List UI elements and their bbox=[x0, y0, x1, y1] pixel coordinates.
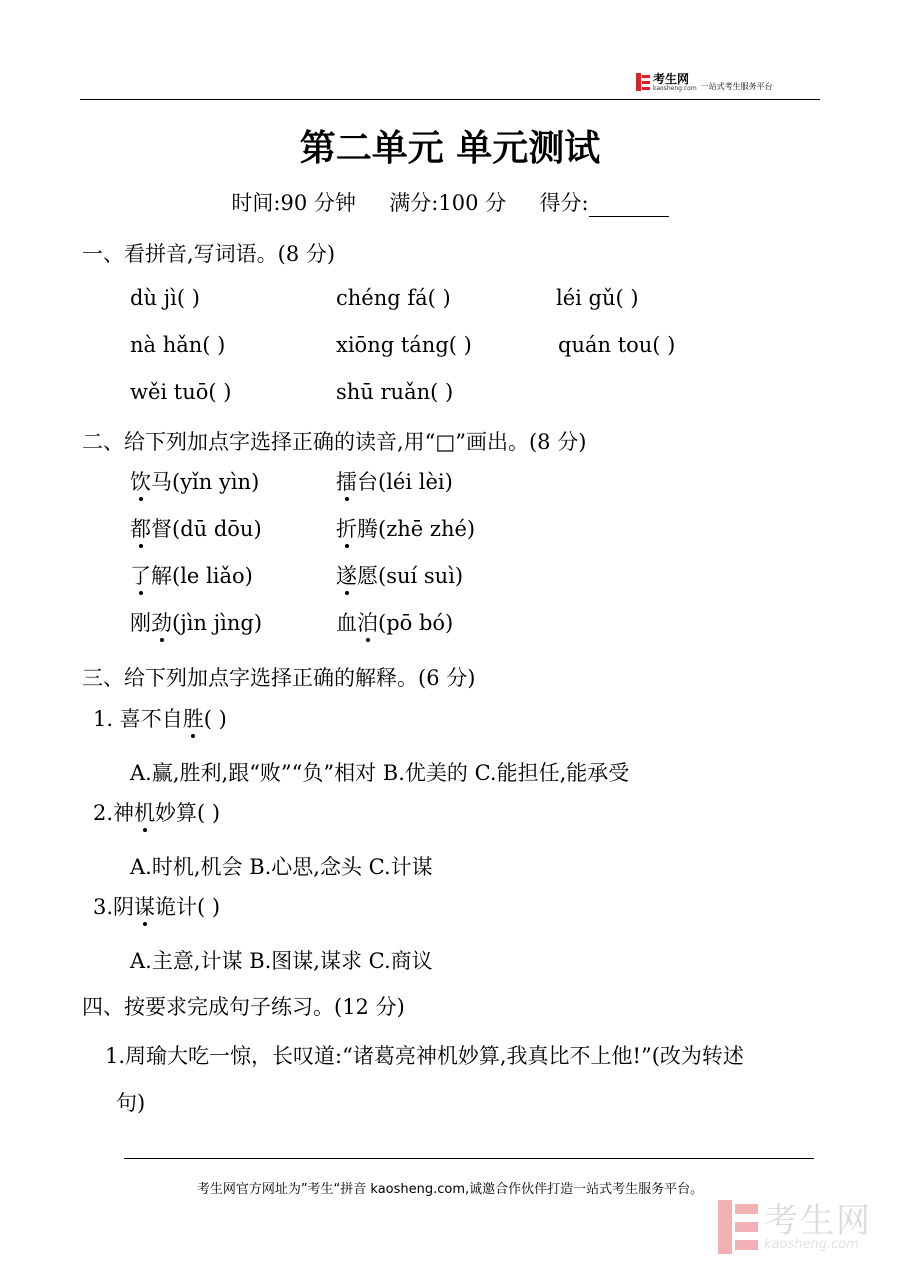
reading-item: 刚劲(jìn jìng) bbox=[130, 607, 262, 637]
dotted-char: 泊 bbox=[357, 607, 378, 637]
dotted-char: 折 bbox=[336, 513, 357, 543]
pinyin-item: xiōng táng( ) bbox=[336, 333, 472, 357]
reading-item: 血泊(pō bó) bbox=[336, 607, 453, 637]
exam-time: 时间:90 分钟 bbox=[231, 191, 356, 215]
reading-item: 都督(dū dōu) bbox=[130, 513, 262, 543]
header-divider bbox=[80, 99, 820, 100]
meaning-question: 1. 喜不自胜( ) bbox=[93, 703, 227, 733]
watermark-logo bbox=[718, 1200, 872, 1254]
pinyin-item: quán tou( ) bbox=[558, 333, 676, 357]
dotted-char: 了 bbox=[130, 560, 151, 590]
watermark-mark-icon bbox=[718, 1200, 758, 1254]
exam-full-score: 满分:100 分 bbox=[389, 191, 507, 215]
exam-meta bbox=[0, 187, 900, 217]
section1-heading: 一、看拼音,写词语。(8 分) bbox=[82, 242, 336, 266]
dotted-char: 劲 bbox=[151, 607, 172, 637]
page-title: 第二单元 单元测试 bbox=[299, 128, 601, 169]
logo-brand: 考生网 bbox=[653, 71, 690, 86]
logo-mark-icon bbox=[636, 73, 650, 91]
meaning-options: A.主意,计谋 B.图谋,谋求 C.商议 bbox=[130, 949, 433, 973]
pinyin-item: shū ruǎn( ) bbox=[336, 380, 454, 404]
section2-heading: 二、给下列加点字选择正确的读音,用“□”画出。(8 分) bbox=[82, 430, 587, 454]
sentence-question: 1.周瑜大吃一惊，长叹道:“诸葛亮神机妙算,我真比不上他!”(改为转述 bbox=[105, 1044, 744, 1068]
dotted-char: 擂 bbox=[336, 466, 357, 496]
dotted-char: 胜 bbox=[183, 703, 204, 733]
watermark-brand-en: kaosheng.com bbox=[764, 1236, 859, 1252]
reading-item: 饮马(yǐn yìn) bbox=[130, 466, 259, 496]
dotted-char: 都 bbox=[130, 513, 151, 543]
meaning-question: 2.神机妙算( ) bbox=[93, 797, 220, 827]
pinyin-item: dù jì( ) bbox=[130, 286, 200, 310]
score-blank[interactable] bbox=[589, 196, 669, 217]
meaning-question: 3.阴谋诡计( ) bbox=[93, 891, 220, 921]
dotted-char: 饮 bbox=[130, 466, 151, 496]
logo-slogan: 一站式考生服务平台 bbox=[700, 81, 773, 91]
footer-divider bbox=[124, 1158, 814, 1159]
dotted-char: 机 bbox=[134, 797, 155, 827]
dotted-char: 谋 bbox=[134, 891, 155, 921]
watermark-brand: 考生网 bbox=[764, 1200, 872, 1241]
dotted-char: 遂 bbox=[336, 560, 357, 590]
meaning-options: A.赢,胜利,跟“败”“负”相对 B.优美的 C.能担任,能承受 bbox=[130, 761, 630, 785]
logo-brand-en: kaosheng.com bbox=[653, 84, 697, 92]
score-label: 得分: bbox=[539, 191, 589, 215]
pinyin-item: nà hǎn( ) bbox=[130, 333, 226, 357]
section3-heading: 三、给下列加点字选择正确的解释。(6 分) bbox=[82, 666, 476, 690]
reading-item: 了解(le liǎo) bbox=[130, 560, 253, 590]
reading-item: 遂愿(suí suì) bbox=[336, 560, 463, 590]
section4-heading: 四、按要求完成句子练习。(12 分) bbox=[82, 995, 405, 1019]
pinyin-item: chéng fá( ) bbox=[336, 286, 451, 310]
pinyin-item: léi gǔ( ) bbox=[556, 286, 639, 310]
sentence-question-cont: 句) bbox=[116, 1091, 146, 1115]
pinyin-item: wěi tuō( ) bbox=[130, 380, 232, 404]
reading-item: 折腾(zhē zhé) bbox=[336, 513, 475, 543]
header-logo bbox=[636, 70, 773, 94]
reading-item: 擂台(léi lèi) bbox=[336, 466, 453, 496]
meaning-options: A.时机,机会 B.心思,念头 C.计谋 bbox=[130, 855, 433, 879]
footer-text: 考生网官方网址为”考生“拼音 kaosheng.com,诚邀合作伙伴打造一站式考生服务平台。 bbox=[196, 1182, 704, 1197]
